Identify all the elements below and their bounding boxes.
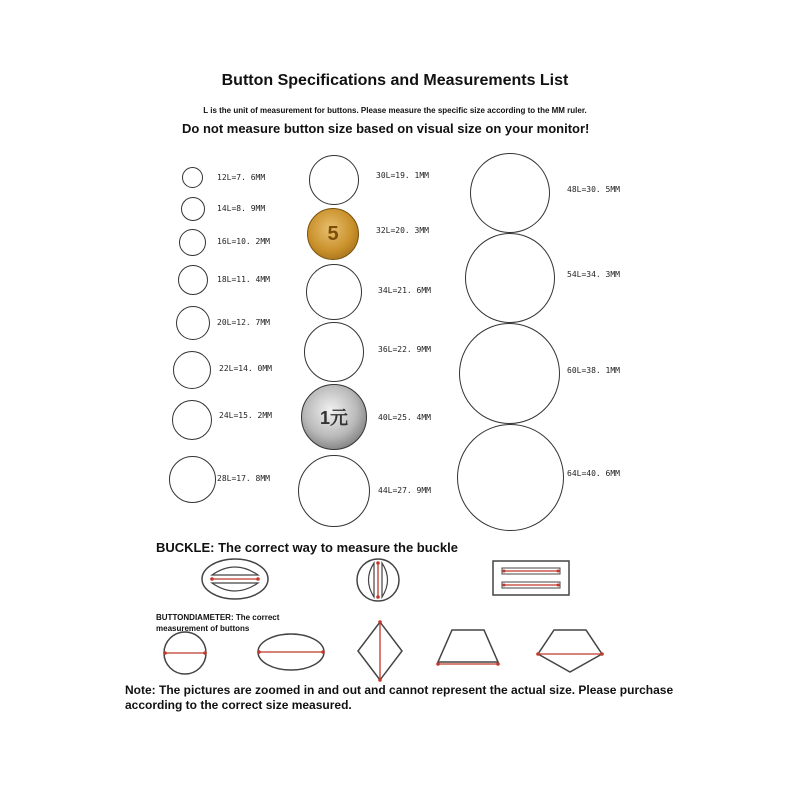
button-circle-22l bbox=[173, 351, 211, 389]
size-label-28l: 28L=17. 8MM bbox=[217, 474, 270, 483]
silver-coin-image bbox=[301, 384, 367, 450]
size-label-14l: 14L=8. 9MM bbox=[217, 204, 266, 213]
coin-numeral: 1元 bbox=[319, 408, 348, 428]
size-label-32l: 32L=20. 3MM bbox=[376, 226, 429, 235]
gold-coin-image bbox=[307, 208, 359, 260]
trapezoid-diameter-diagram bbox=[434, 628, 502, 668]
button-circle-54l bbox=[465, 233, 555, 323]
button-circle-60l bbox=[459, 323, 560, 424]
size-label-36l: 36L=22. 9MM bbox=[378, 345, 431, 354]
size-label-48l: 48L=30. 5MM bbox=[567, 185, 620, 194]
size-label-22l: 22L=14. 0MM bbox=[219, 364, 272, 373]
subtitle: L is the unit of measurement for buttons. Please measure the specific size according to the MM ruler. bbox=[203, 106, 587, 115]
button-circle-20l bbox=[176, 306, 210, 340]
button-circle-48l bbox=[470, 153, 550, 233]
coin-numeral: 5 bbox=[327, 222, 339, 245]
circle-diameter-diagram bbox=[162, 630, 208, 676]
size-label-16l: 16L=10. 2MM bbox=[217, 237, 270, 246]
size-label-18l: 18L=11. 4MM bbox=[217, 275, 270, 284]
rectangular-buckle-diagram bbox=[492, 560, 570, 596]
button-circle-34l bbox=[306, 264, 362, 320]
size-label-54l: 54L=34. 3MM bbox=[567, 270, 620, 279]
diamond-diameter-diagram bbox=[356, 620, 404, 682]
size-label-40l: 40L=25. 4MM bbox=[378, 413, 431, 422]
button-circle-64l bbox=[457, 424, 564, 531]
size-label-60l: 60L=38. 1MM bbox=[567, 366, 620, 375]
size-label-34l: 34L=21. 6MM bbox=[378, 286, 431, 295]
button-circle-14l bbox=[181, 197, 205, 221]
button-circle-24l bbox=[172, 400, 212, 440]
button-circle-12l bbox=[182, 167, 203, 188]
size-label-20l: 20L=12. 7MM bbox=[217, 318, 270, 327]
button-circle-18l bbox=[178, 265, 208, 295]
button-circle-44l bbox=[298, 455, 370, 527]
warning-text: Do not measure button size based on visual size on your monitor! bbox=[182, 121, 590, 136]
size-label-64l: 64L=40. 6MM bbox=[567, 469, 620, 478]
button-diameter-heading: BUTTONDIAMETER: The correct measurement of buttons bbox=[156, 613, 280, 633]
oval-diameter-diagram bbox=[256, 632, 326, 672]
size-label-44l: 44L=27. 9MM bbox=[378, 486, 431, 495]
size-label-24l: 24L=15. 2MM bbox=[219, 411, 272, 420]
button-circle-28l bbox=[169, 456, 216, 503]
pentagon-diameter-diagram bbox=[536, 628, 604, 674]
page-title: Button Specifications and Measurements List bbox=[221, 72, 569, 89]
oval-buckle-diagram bbox=[200, 557, 270, 601]
button-circle-36l bbox=[304, 322, 364, 382]
round-buckle-diagram bbox=[355, 557, 401, 603]
buckle-heading: BUCKLE: The correct way to measure the buckle bbox=[156, 540, 458, 555]
size-label-30l: 30L=19. 1MM bbox=[376, 171, 429, 180]
disclaimer-note: Note: The pictures are zoomed in and out and cannot represent the actual size. Please purchase according to the correct size measured. bbox=[125, 683, 674, 712]
button-circle-30l bbox=[309, 155, 359, 205]
size-label-12l: 12L=7. 6MM bbox=[217, 173, 266, 182]
button-circle-16l bbox=[179, 229, 206, 256]
